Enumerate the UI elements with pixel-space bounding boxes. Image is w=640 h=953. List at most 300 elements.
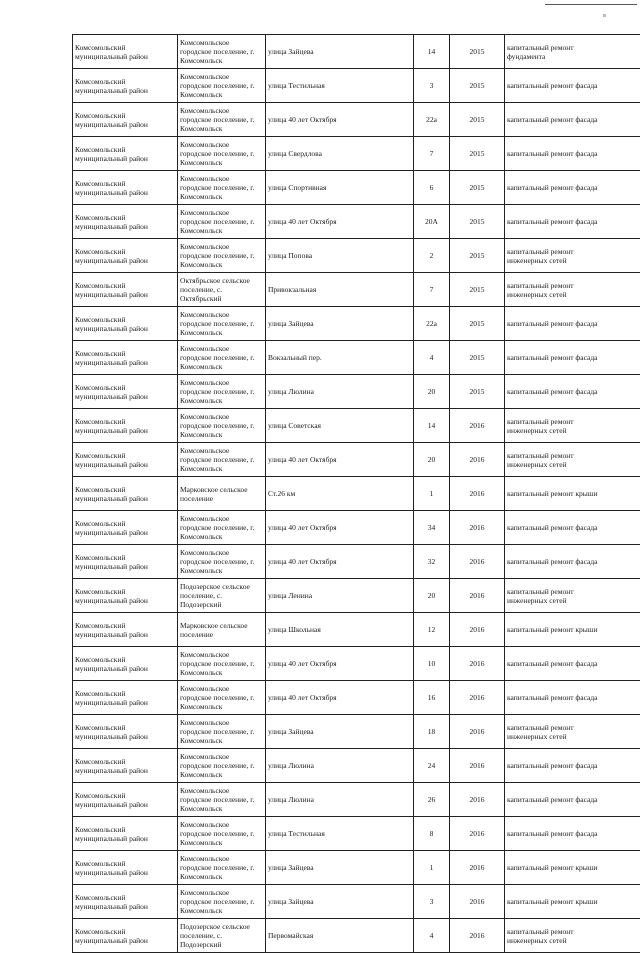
district-cell-text: Комсомольский муниципальный район [75, 655, 175, 673]
house-number-cell-text: 2 [416, 251, 447, 260]
work-type-cell [505, 681, 640, 715]
year-cell-text: 2016 [452, 625, 502, 634]
work-type-cell-text: капитальный ремонт фасада [507, 149, 640, 158]
settlement-cell-text: Комсомольское городское поселение, г. Комсомольск [180, 242, 263, 269]
district-cell-text: Комсомольский муниципальный район [75, 893, 175, 911]
street-cell-text: улица Тестильная [268, 829, 411, 838]
top-rule [545, 4, 637, 5]
street-cell-text: Первомайская [268, 931, 411, 940]
year-cell-text: 2015 [452, 217, 502, 226]
street-cell-text: улица 40 лет Октября [268, 115, 411, 124]
year-cell-text: 2016 [452, 693, 502, 702]
scan-mark [603, 14, 606, 17]
work-type-cell-text: капитальный ремонт фасада [507, 115, 640, 124]
house-number-cell-text: 1 [416, 863, 447, 872]
year-cell [450, 919, 505, 953]
street-cell-text: улица Зайцева [268, 319, 411, 328]
district-cell [73, 103, 178, 137]
house-number-cell [414, 35, 450, 69]
district-cell [73, 35, 178, 69]
street-cell-text: улица 40 лет Октября [268, 523, 411, 532]
district-cell-text: Комсомольский муниципальный район [75, 417, 175, 435]
street-cell-text: улица Ленина [268, 591, 411, 600]
street-cell [266, 511, 414, 545]
settlement-cell-text: Комсомольское городское поселение, г. Комсомольск [180, 718, 263, 745]
house-number-cell [414, 919, 450, 953]
house-number-cell-text: 7 [416, 149, 447, 158]
house-number-cell [414, 103, 450, 137]
table-row [73, 579, 640, 613]
settlement-cell [178, 375, 266, 409]
work-type-cell-text: капитальный ремонт инженерных сетей [507, 247, 640, 265]
street-cell-text: улица Попова [268, 251, 411, 260]
district-cell [73, 477, 178, 511]
house-number-cell-text: 4 [416, 931, 447, 940]
table-row [73, 69, 640, 103]
settlement-cell [178, 919, 266, 953]
table-row [73, 205, 640, 239]
settlement-cell-text: Комсомольское городское поселение, г. Комсомольск [180, 650, 263, 677]
table-row [73, 681, 640, 715]
work-type-cell [505, 69, 640, 103]
year-cell [450, 137, 505, 171]
work-type-cell [505, 647, 640, 681]
work-type-cell [505, 137, 640, 171]
year-cell-text: 2016 [452, 931, 502, 940]
settlement-cell [178, 715, 266, 749]
street-cell-text: улица Зайцева [268, 863, 411, 872]
district-cell [73, 341, 178, 375]
settlement-cell-text: Октябрьское сельское поселение, с. Октябрьский [180, 276, 263, 303]
district-cell [73, 919, 178, 953]
year-cell-text: 2016 [452, 727, 502, 736]
house-number-cell [414, 885, 450, 919]
street-cell [266, 273, 414, 307]
street-cell-text: Ст.26 км [268, 489, 411, 498]
settlement-cell [178, 69, 266, 103]
work-type-cell [505, 477, 640, 511]
street-cell-text: улица Люлина [268, 761, 411, 770]
work-type-cell-text: капитальный ремонт фундамента [507, 43, 640, 61]
street-cell-text: улица 40 лет Октября [268, 659, 411, 668]
work-type-cell [505, 919, 640, 953]
work-type-cell-text: капитальный ремонт инженерных сетей [507, 723, 640, 741]
street-cell [266, 307, 414, 341]
work-type-cell-text: капитальный ремонт фасада [507, 217, 640, 226]
settlement-cell [178, 171, 266, 205]
year-cell-text: 2015 [452, 387, 502, 396]
work-type-cell-text: капитальный ремонт фасада [507, 693, 640, 702]
work-type-cell-text: капитальный ремонт фасада [507, 795, 640, 804]
district-cell [73, 375, 178, 409]
settlement-cell [178, 341, 266, 375]
street-cell [266, 477, 414, 511]
work-type-cell [505, 613, 640, 647]
street-cell-text: улица 40 лет Октября [268, 217, 411, 226]
district-cell-text: Комсомольский муниципальный район [75, 315, 175, 333]
work-type-cell-text: капитальный ремонт фасада [507, 81, 640, 90]
district-cell-text: Комсомольский муниципальный район [75, 519, 175, 537]
work-type-cell-text: капитальный ремонт фасада [507, 183, 640, 192]
work-type-cell-text: капитальный ремонт крыши [507, 863, 640, 872]
street-cell [266, 715, 414, 749]
year-cell-text: 2015 [452, 319, 502, 328]
street-cell-text: улица 40 лет Октября [268, 693, 411, 702]
district-cell [73, 579, 178, 613]
street-cell-text: улица Зайцева [268, 47, 411, 56]
year-cell-text: 2016 [452, 557, 502, 566]
district-cell-text: Комсомольский муниципальный район [75, 145, 175, 163]
settlement-cell-text: Комсомольское городское поселение, г. Комсомольск [180, 820, 263, 847]
street-cell [266, 137, 414, 171]
table-row [73, 443, 640, 477]
settlement-cell [178, 205, 266, 239]
settlement-cell [178, 511, 266, 545]
work-type-cell [505, 443, 640, 477]
street-cell-text: улица Люлина [268, 387, 411, 396]
year-cell-text: 2016 [452, 863, 502, 872]
settlement-cell-text: Комсомольское городское поселение, г. Комсомольск [180, 140, 263, 167]
work-type-cell [505, 715, 640, 749]
district-cell [73, 715, 178, 749]
district-cell [73, 273, 178, 307]
work-type-cell-text: капитальный ремонт фасада [507, 761, 640, 770]
settlement-cell-text: Марковское сельское поселение [180, 485, 263, 503]
street-cell [266, 103, 414, 137]
year-cell [450, 681, 505, 715]
house-number-cell-text: 32 [416, 557, 447, 566]
district-cell [73, 239, 178, 273]
district-cell [73, 137, 178, 171]
table-row [73, 239, 640, 273]
street-cell [266, 919, 414, 953]
settlement-cell-text: Комсомольское городское поселение, г. Комсомольск [180, 412, 263, 439]
year-cell [450, 545, 505, 579]
house-number-cell [414, 341, 450, 375]
settlement-cell-text: Комсомольское городское поселение, г. Комсомольск [180, 514, 263, 541]
house-number-cell [414, 511, 450, 545]
house-number-cell [414, 545, 450, 579]
house-number-cell [414, 715, 450, 749]
year-cell-text: 2016 [452, 523, 502, 532]
house-number-cell [414, 375, 450, 409]
house-number-cell-text: 24 [416, 761, 447, 770]
house-number-cell-text: 20 [416, 387, 447, 396]
district-cell-text: Комсомольский муниципальный район [75, 757, 175, 775]
year-cell [450, 783, 505, 817]
work-type-cell-text: капитальный ремонт инженерных сетей [507, 417, 640, 435]
table-row [73, 477, 640, 511]
table-row [73, 817, 640, 851]
table-row [73, 511, 640, 545]
house-number-cell-text: 4 [416, 353, 447, 362]
settlement-cell [178, 239, 266, 273]
street-cell-text: улица Советская [268, 421, 411, 430]
street-cell [266, 681, 414, 715]
street-cell [266, 817, 414, 851]
house-number-cell [414, 681, 450, 715]
repair-schedule-table [72, 34, 640, 953]
table-row [73, 749, 640, 783]
work-type-cell-text: капитальный ремонт фасада [507, 353, 640, 362]
district-cell-text: Комсомольский муниципальный район [75, 723, 175, 741]
house-number-cell [414, 205, 450, 239]
settlement-cell [178, 647, 266, 681]
house-number-cell-text: 22а [416, 115, 447, 124]
district-cell-text: Комсомольский муниципальный район [75, 689, 175, 707]
house-number-cell [414, 239, 450, 273]
settlement-cell-text: Комсомольское городское поселение, г. Комсомольск [180, 548, 263, 575]
district-cell-text: Комсомольский муниципальный район [75, 927, 175, 945]
year-cell-text: 2015 [452, 81, 502, 90]
work-type-cell [505, 783, 640, 817]
year-cell-text: 2015 [452, 353, 502, 362]
house-number-cell-text: 26 [416, 795, 447, 804]
district-cell [73, 681, 178, 715]
street-cell [266, 443, 414, 477]
house-number-cell-text: 34 [416, 523, 447, 532]
year-cell [450, 647, 505, 681]
street-cell-text: улица Люлина [268, 795, 411, 804]
year-cell-text: 2016 [452, 795, 502, 804]
district-cell-text: Комсомольский муниципальный район [75, 43, 175, 61]
house-number-cell [414, 409, 450, 443]
year-cell [450, 375, 505, 409]
year-cell-text: 2016 [452, 659, 502, 668]
work-type-cell [505, 103, 640, 137]
year-cell-text: 2016 [452, 829, 502, 838]
year-cell-text: 2015 [452, 115, 502, 124]
house-number-cell [414, 477, 450, 511]
street-cell-text: улица 40 лет Октября [268, 557, 411, 566]
house-number-cell [414, 69, 450, 103]
district-cell-text: Комсомольский муниципальный район [75, 587, 175, 605]
district-cell-text: Комсомольский муниципальный район [75, 77, 175, 95]
house-number-cell-text: 20 [416, 455, 447, 464]
district-cell-text: Комсомольский муниципальный район [75, 383, 175, 401]
district-cell [73, 409, 178, 443]
work-type-cell-text: капитальный ремонт фасада [507, 659, 640, 668]
settlement-cell-text: Комсомольское городское поселение, г. Комсомольск [180, 786, 263, 813]
settlement-cell [178, 817, 266, 851]
table-row [73, 851, 640, 885]
table-row [73, 307, 640, 341]
district-cell [73, 885, 178, 919]
work-type-cell [505, 409, 640, 443]
district-cell-text: Комсомольский муниципальный район [75, 111, 175, 129]
district-cell [73, 69, 178, 103]
year-cell [450, 749, 505, 783]
street-cell-text: Вокзальный пер. [268, 353, 411, 362]
work-type-cell [505, 749, 640, 783]
table-row [73, 375, 640, 409]
house-number-cell-text: 20А [416, 217, 447, 226]
house-number-cell-text: 3 [416, 81, 447, 90]
district-cell-text: Комсомольский муниципальный район [75, 553, 175, 571]
settlement-cell-text: Комсомольское городское поселение, г. Комсомольск [180, 752, 263, 779]
settlement-cell-text: Комсомольское городское поселение, г. Комсомольск [180, 378, 263, 405]
district-cell-text: Комсомольский муниципальный район [75, 179, 175, 197]
table-row [73, 171, 640, 205]
street-cell [266, 851, 414, 885]
district-cell-text: Комсомольский муниципальный район [75, 859, 175, 877]
settlement-cell [178, 851, 266, 885]
work-type-cell [505, 307, 640, 341]
house-number-cell-text: 1 [416, 489, 447, 498]
street-cell-text: улица Свердлова [268, 149, 411, 158]
street-cell-text: улица Спортивная [268, 183, 411, 192]
work-type-cell-text: капитальный ремонт фасада [507, 523, 640, 532]
work-type-cell [505, 851, 640, 885]
house-number-cell-text: 18 [416, 727, 447, 736]
street-cell-text: Привокзальная [268, 285, 411, 294]
year-cell [450, 205, 505, 239]
district-cell [73, 307, 178, 341]
year-cell [450, 851, 505, 885]
work-type-cell-text: капитальный ремонт инженерных сетей [507, 281, 640, 299]
house-number-cell-text: 14 [416, 421, 447, 430]
year-cell-text: 2016 [452, 591, 502, 600]
settlement-cell [178, 783, 266, 817]
table-row [73, 35, 640, 69]
district-cell [73, 647, 178, 681]
house-number-cell-text: 22а [416, 319, 447, 328]
street-cell-text: улица Школьная [268, 625, 411, 634]
settlement-cell [178, 409, 266, 443]
settlement-cell [178, 273, 266, 307]
work-type-cell-text: капитальный ремонт фасада [507, 319, 640, 328]
work-type-cell-text: капитальный ремонт фасада [507, 557, 640, 566]
street-cell [266, 35, 414, 69]
settlement-cell-text: Подозерское сельское поселение, с. Подозерский [180, 582, 263, 609]
work-type-cell [505, 511, 640, 545]
settlement-cell [178, 443, 266, 477]
work-type-cell-text: капитальный ремонт крыши [507, 625, 640, 634]
settlement-cell [178, 307, 266, 341]
table-row [73, 613, 640, 647]
district-cell-text: Комсомольский муниципальный район [75, 349, 175, 367]
year-cell [450, 103, 505, 137]
settlement-cell [178, 749, 266, 783]
district-cell [73, 171, 178, 205]
house-number-cell-text: 8 [416, 829, 447, 838]
house-number-cell [414, 273, 450, 307]
street-cell [266, 171, 414, 205]
district-cell-text: Комсомольский муниципальный район [75, 621, 175, 639]
district-cell-text: Комсомольский муниципальный район [75, 791, 175, 809]
year-cell-text: 2016 [452, 421, 502, 430]
work-type-cell [505, 817, 640, 851]
table-row [73, 273, 640, 307]
street-cell [266, 69, 414, 103]
house-number-cell-text: 7 [416, 285, 447, 294]
year-cell [450, 341, 505, 375]
settlement-cell [178, 579, 266, 613]
street-cell [266, 375, 414, 409]
settlement-cell-text: Комсомольское городское поселение, г. Комсомольск [180, 854, 263, 881]
house-number-cell-text: 3 [416, 897, 447, 906]
street-cell [266, 239, 414, 273]
settlement-cell-text: Комсомольское городское поселение, г. Комсомольск [180, 106, 263, 133]
district-cell-text: Комсомольский муниципальный район [75, 281, 175, 299]
year-cell-text: 2016 [452, 761, 502, 770]
house-number-cell [414, 579, 450, 613]
work-type-cell [505, 239, 640, 273]
work-type-cell-text: капитальный ремонт крыши [507, 897, 640, 906]
settlement-cell-text: Комсомольское городское поселение, г. Комсомольск [180, 684, 263, 711]
work-type-cell [505, 375, 640, 409]
house-number-cell-text: 12 [416, 625, 447, 634]
settlement-cell [178, 35, 266, 69]
street-cell-text: улица Зайцева [268, 897, 411, 906]
settlement-cell-text: Комсомольское городское поселение, г. Комсомольск [180, 174, 263, 201]
street-cell [266, 749, 414, 783]
work-type-cell-text: капитальный ремонт фасада [507, 387, 640, 396]
district-cell-text: Комсомольский муниципальный район [75, 247, 175, 265]
settlement-cell [178, 681, 266, 715]
district-cell-text: Комсомольский муниципальный район [75, 825, 175, 843]
table-row [73, 137, 640, 171]
settlement-cell [178, 477, 266, 511]
year-cell-text: 2016 [452, 897, 502, 906]
house-number-cell [414, 171, 450, 205]
year-cell-text: 2016 [452, 489, 502, 498]
work-type-cell-text: капитальный ремонт инженерных сетей [507, 587, 640, 605]
table-row [73, 647, 640, 681]
work-type-cell [505, 205, 640, 239]
year-cell [450, 885, 505, 919]
table-row [73, 409, 640, 443]
house-number-cell [414, 613, 450, 647]
district-cell [73, 545, 178, 579]
settlement-cell [178, 545, 266, 579]
settlement-cell-text: Комсомольское городское поселение, г. Комсомольск [180, 208, 263, 235]
street-cell [266, 783, 414, 817]
house-number-cell [414, 647, 450, 681]
year-cell [450, 239, 505, 273]
year-cell [450, 817, 505, 851]
district-cell [73, 851, 178, 885]
year-cell [450, 579, 505, 613]
district-cell [73, 613, 178, 647]
house-number-cell [414, 307, 450, 341]
year-cell-text: 2015 [452, 47, 502, 56]
district-cell [73, 783, 178, 817]
street-cell-text: улица 40 лет Октября [268, 455, 411, 464]
district-cell-text: Комсомольский муниципальный район [75, 451, 175, 469]
settlement-cell-text: Комсомольское городское поселение, г. Комсомольск [180, 72, 263, 99]
table-row [73, 783, 640, 817]
year-cell [450, 171, 505, 205]
district-cell-text: Комсомольский муниципальный район [75, 213, 175, 231]
street-cell [266, 579, 414, 613]
street-cell-text: улица Зайцева [268, 727, 411, 736]
street-cell [266, 205, 414, 239]
house-number-cell [414, 851, 450, 885]
settlement-cell-text: Подозерское сельское поселение, с. Подозерский [180, 922, 263, 949]
year-cell [450, 477, 505, 511]
work-type-cell-text: капитальный ремонт инженерных сетей [507, 451, 640, 469]
year-cell [450, 69, 505, 103]
year-cell [450, 273, 505, 307]
work-type-cell-text: капитальный ремонт крыши [507, 489, 640, 498]
house-number-cell [414, 783, 450, 817]
settlement-cell-text: Марковское сельское поселение [180, 621, 263, 639]
district-cell [73, 749, 178, 783]
year-cell [450, 613, 505, 647]
house-number-cell-text: 10 [416, 659, 447, 668]
work-type-cell [505, 273, 640, 307]
